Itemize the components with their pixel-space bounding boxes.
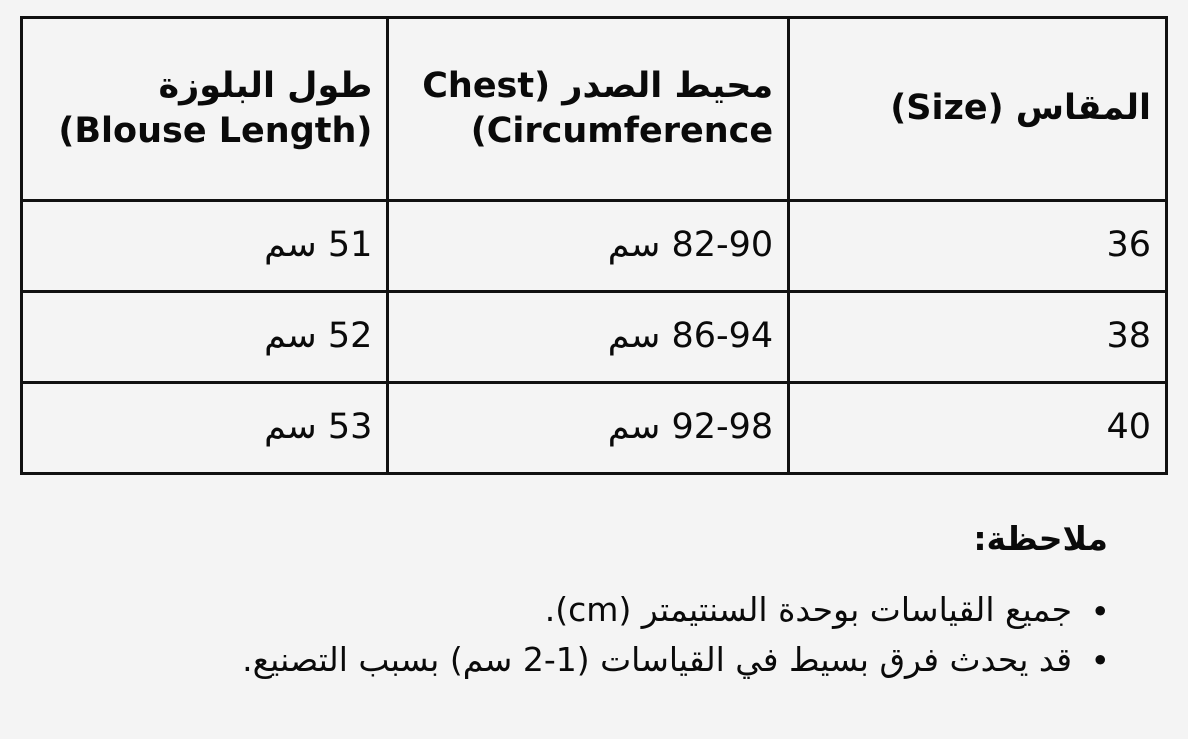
column-header-length: طول البلوزة (Blouse Length) [22, 18, 388, 201]
cell-chest: 86-94 سم [388, 292, 789, 383]
cell-length: 51 سم [22, 201, 388, 292]
cell-size: 38 [789, 292, 1167, 383]
table-body [22, 201, 1167, 474]
column-header-size: المقاس (Size) [789, 18, 1167, 201]
note-text: جميع القياسات بوحدة السنتيمتر (cm). [544, 590, 1072, 629]
cell-size: 40 [789, 383, 1167, 474]
cell-length: 53 سم [22, 383, 388, 474]
notes-list [20, 588, 1168, 681]
size-chart-table [20, 16, 1168, 475]
table-row [22, 383, 1167, 474]
note-text: قد يحدث فرق بسيط في القياسات (1-2 سم) بسبب التصنيع. [242, 639, 1072, 679]
table-row [22, 292, 1167, 383]
table-header-row [22, 18, 1167, 201]
cell-chest: 92-98 سم [388, 383, 789, 474]
notes-title: ملاحظة: [973, 519, 1108, 558]
cell-chest: 82-90 سم [388, 201, 789, 292]
cell-size: 36 [789, 201, 1167, 292]
cell-length: 52 سم [22, 292, 388, 383]
list-item [20, 638, 1110, 682]
column-header-chest: محيط الصدر (Chest Circumference) [388, 18, 789, 201]
bullet-icon: • [1090, 641, 1110, 681]
list-item [20, 588, 1110, 632]
table-row [22, 201, 1167, 292]
bullet-icon: • [1090, 591, 1110, 631]
notes-section [20, 519, 1168, 681]
table-header [22, 18, 1167, 201]
